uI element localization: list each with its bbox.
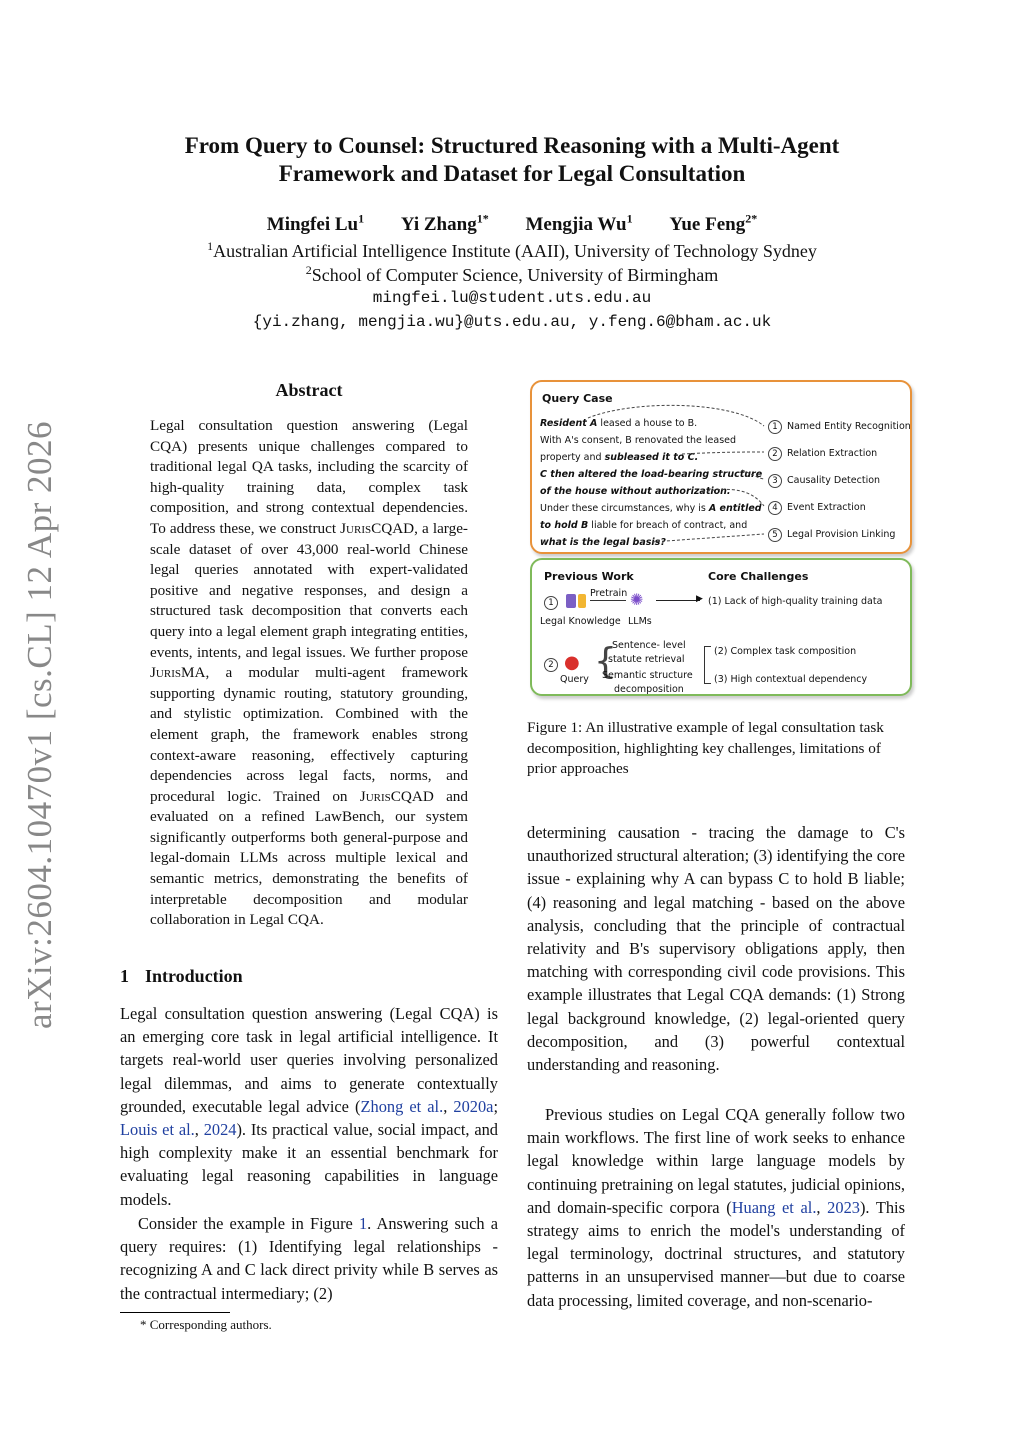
task-item: 2 Relation Extraction bbox=[768, 447, 877, 461]
task-item: 5 Legal Provision Linking bbox=[768, 528, 895, 542]
email-2[interactable]: {yi.zhang, mengjia.wu}@uts.edu.au, y.feng.6@bham.ac.uk bbox=[252, 313, 772, 331]
query-line: C then altered the load-bearing structure bbox=[540, 469, 763, 480]
pretrain-label: Pretrain bbox=[590, 588, 628, 599]
title-line-2: Framework and Dataset for Legal Consultation bbox=[278, 161, 746, 186]
arxiv-sidebar bbox=[10, 420, 70, 1030]
affiliation-1: $^1$Australian Artificial Intelligence Institute (AAII), University of Technology Sydney bbox=[207, 239, 817, 261]
pretrain-arrow bbox=[590, 600, 626, 601]
openai-logo-icon: ✺ bbox=[630, 590, 644, 609]
task-item: 3 Causality Detection bbox=[768, 474, 880, 488]
query-line: of the house without authorization. bbox=[540, 486, 731, 497]
query-case-box bbox=[530, 380, 912, 554]
challenge-1: (1) Lack of high-quality training data bbox=[708, 596, 883, 607]
previous-work-title: Previous Work bbox=[544, 570, 634, 583]
bracket-icon bbox=[704, 646, 711, 684]
llms-label: LLMs bbox=[628, 616, 652, 627]
footnote: * Corresponding authors. bbox=[140, 1317, 272, 1332]
task-item: 4 Event Extraction bbox=[768, 501, 866, 515]
author: Mengjia Wu$^1$ bbox=[525, 212, 633, 236]
footnote-rule bbox=[120, 1312, 230, 1313]
citation-link[interactable]: Zhong et al. bbox=[360, 1096, 444, 1116]
section-heading: 1 Introduction bbox=[120, 966, 243, 986]
citation-link[interactable]: Huang et al. bbox=[731, 1197, 817, 1217]
challenge-2: (2) Complex task composition bbox=[714, 646, 857, 657]
legal-knowledge-label: Legal Knowledge bbox=[540, 616, 621, 627]
query-line: Under these circumstances, why is A entitled bbox=[540, 503, 762, 514]
body-paragraph: determining causation - tracing the damage to C's unauthorized structural alteration; (3) identifying the core issue - explaining why A can bypass C to hold B liable; (4) reasoning and legal matching - based on the above analysis, concluding that the principle of contractual relativity and B's supervisory obligations apply, then matching with corresponding civil code provisions. This example illustrates that Legal CQA demands: (1) Strong legal background knowledge, (2) legal-oriented query decomposition, and (3) powerful contextual understanding and reasoning. bbox=[527, 823, 905, 1075]
author: Yue Feng$^{2*}$ bbox=[669, 212, 758, 236]
paper-title bbox=[0, 132, 1024, 188]
step-number: 1 bbox=[544, 596, 563, 610]
challenge-3: (3) High contextual dependency bbox=[714, 674, 868, 685]
query-label: Query bbox=[560, 674, 589, 685]
affiliation-2: $^2$School of Computer Science, University of Birmingham bbox=[305, 263, 719, 285]
decomposition-label: decomposition bbox=[614, 684, 684, 695]
semantic-structure: Semantic structure bbox=[602, 670, 693, 681]
arrow-line bbox=[656, 600, 700, 601]
dashed-arrows bbox=[532, 382, 910, 552]
intro-paragraph-2: Consider the example in Figure 1. Answering such a query requires: (1) Identifying legal relationships - recognizing A and C lack direct privity while B serves as the contractual intermediary; (2) bbox=[120, 1214, 498, 1303]
stack-icon bbox=[578, 594, 586, 608]
challenges-box bbox=[530, 558, 912, 696]
query-line: With A's consent, B renovated the leased bbox=[540, 435, 737, 446]
abstract-body: Legal consultation question answering (Legal CQA) presents unique challenges compared to traditional legal QA tasks, including the scarcity of high-quality training data, complex task composition, and strong contextual dependencies. To address these, we construct JurisCQAD, a large-scale dataset of over 43,000 real-world Chinese legal queries annotated with expert-validated positive and negative responses, and design a structured task decomposition that converts each query into a legal element graph integrating entities, events, intents, and legal issues. We further propose JurisMA, a modular multi-agent framework supporting dynamic routing, statutory grounding, and stylistic optimization. Combined with the element graph, the framework enables strong context-aware reasoning, effectively capturing dependencies across legal facts, norms, and procedural logic. Trained on JurisCQAD and evaluated on a refined LawBench, our system significantly outperforms both general-purpose and legal-domain LLMs across multiple lexical and semantic metrics, demonstrating the benefits of interpretable decomposition and modular collaboration in Legal CQA. bbox=[150, 417, 468, 929]
email-1[interactable]: mingfei.lu@student.uts.edu.au bbox=[372, 289, 652, 307]
title-line-1: From Query to Counsel: Structured Reasoning with a Multi-Agent bbox=[184, 133, 840, 158]
statute-retrieval: statute retrieval bbox=[608, 654, 685, 665]
brace-icon: { bbox=[594, 641, 617, 682]
query-line: to hold B liable for breach of contract, and bbox=[540, 520, 748, 531]
abstract-heading: Abstract bbox=[275, 380, 343, 400]
intro-paragraph-1: Legal consultation question answering (Legal CQA) is an emerging core task in legal artificial intelligence. It targets real-world user queries involving personalized legal dilemmas, and aims to generate contextually grounded, executable legal advice (Zhong et al., 2020a; Louis et al., 2024). Its practical value, social impact, and high complexity make it an essential benchmark for evaluating legal reasoning capabilities in language models. bbox=[120, 1004, 499, 1209]
citation-link[interactable]: Louis et al. bbox=[120, 1120, 195, 1140]
arxiv-id: arXiv:2604.10470v1 [cs.CL] 12 Apr 2026 bbox=[20, 420, 59, 1030]
core-challenges-title: Core Challenges bbox=[708, 570, 809, 583]
author-list bbox=[0, 212, 1024, 236]
book-icon bbox=[566, 594, 576, 608]
figure-caption: Figure 1: An illustrative example of legal consultation task decomposition, highlighting key challenges, limitations of prior approaches bbox=[527, 719, 884, 778]
query-line: what is the legal basis? bbox=[540, 537, 666, 548]
figure-ref-link[interactable]: 1 bbox=[358, 1214, 368, 1233]
user-icon: ● bbox=[564, 652, 580, 673]
arrow-head-icon: ▶ bbox=[696, 594, 703, 604]
step-number: 2 bbox=[544, 658, 563, 672]
query-line: Resident A leased a house to B. bbox=[540, 418, 698, 429]
author: Mingfei Lu$^1$ bbox=[266, 212, 365, 236]
query-line: property and subleased it to C. bbox=[540, 452, 699, 463]
query-case-title: Query Case bbox=[542, 392, 613, 405]
task-item: 1 Named Entity Recognition bbox=[768, 420, 911, 434]
author: Yi Zhang$^{1*}$ bbox=[400, 212, 489, 236]
sentence-level: Sentence- level bbox=[612, 640, 686, 651]
body-paragraph: Previous studies on Legal CQA generally follow two main workflows. The first line of work seeks to enhance legal knowledge within large language models by continuing pretraining on legal statutes, judicial opinions, and domain-specific corpora (Huang et al., 2023). This strategy aims to enrich the model's understanding of legal terminology, doctrinal structures, and statutory patterns in an unsupervised manner—but due to coarse data processing, limited coverage, and non-scenario- bbox=[527, 1105, 905, 1310]
figure-1 bbox=[528, 378, 912, 698]
